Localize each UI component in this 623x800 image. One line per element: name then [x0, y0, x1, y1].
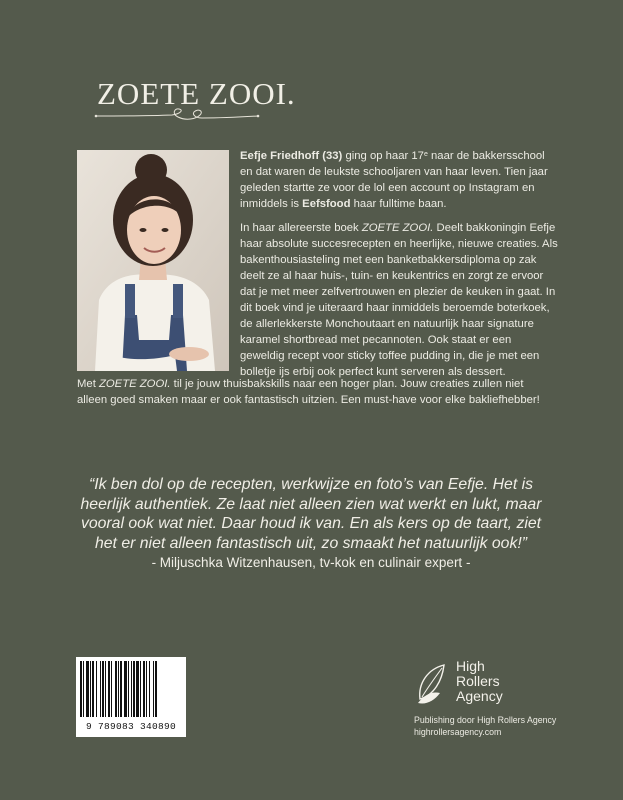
- book-title-inline: ZOETE ZOOI.: [98, 378, 171, 390]
- leaf-logo-icon: [414, 659, 454, 709]
- review-quote: “Ik ben dol op de recepten, werkwijze en foto’s van Eefje. Het is heerlijk authentiek. Ze laat niet alleen zien wat werkt en lukt, maar vooral ook wat niet. Daar houd ik van. En als kers op de taart, ziet het er niet alleen fantastisch uit, zo smaakt het natuurlijk ook!”: [80, 476, 542, 552]
- book-title-inline: ZOETE ZOOI.: [361, 222, 434, 234]
- author-photo: [77, 150, 229, 371]
- publisher-logo-text: High Rollers Agency: [456, 658, 503, 704]
- review-author: - Miljuschka Witzenhausen, tv-kok en culinair expert -: [151, 555, 471, 570]
- isbn-number: 9 789083 340890: [85, 721, 176, 732]
- author-bio-paragraph: Eefje Friedhoff (33) ging op haar 17e naar de bakkersschool en dat waren de leukste schooljaren van haar leven. Tien jaar geleden startte ze voor de lol een account op Instagram en inmiddels is Eefsfood haar fulltime baan.: [240, 150, 548, 210]
- author-name: Eefje Friedhoff (33): [240, 150, 343, 162]
- book-closing-paragraph: Met ZOETE ZOOI. til je jouw thuisbakskills naar een hoger plan. Jouw creaties zullen niet alleen goed smaken maar er ook fantastisch uitzien. Een must-have voor elke bakliefhebber!: [77, 378, 540, 406]
- book-title: ZOETE ZOOI.: [97, 76, 296, 111]
- barcode-bars: [76, 657, 186, 721]
- publisher-credit: Publishing door High Rollers Agency: [414, 715, 557, 725]
- book-description-paragraph: In haar allereerste boek ZOETE ZOOI. Deelt bakkoningin Eefje haar absolute succesrecepten en heerlijke, nieuwe creaties. Als bakenthousiasteling met een banketbakkersdiploma op zak deelt ze al haar huis-, tuin- en keukentrics en zorgt ze ervoor dat je met meer zelfvertrouwen en plezier de keuken in gaat. In dit boek vind je uiteraard haar inmiddels beroemde boterkoek, de allerlekkerste Monchoutaart en natuurlijk haar signature karamel shortbread met pecannoten. Ook staat er een geweldig recept voor sticky toffee pudding in, die je met een bolletje ijs erbij ook perfect kunt serveren als dessert.: [240, 222, 558, 378]
- flourish-ornament-icon: [92, 106, 262, 126]
- brand-name: Eefsfood: [302, 198, 351, 210]
- barcode: [76, 657, 186, 737]
- publisher-logo: [414, 659, 564, 709]
- publisher-website[interactable]: highrollersagency.com: [414, 727, 502, 737]
